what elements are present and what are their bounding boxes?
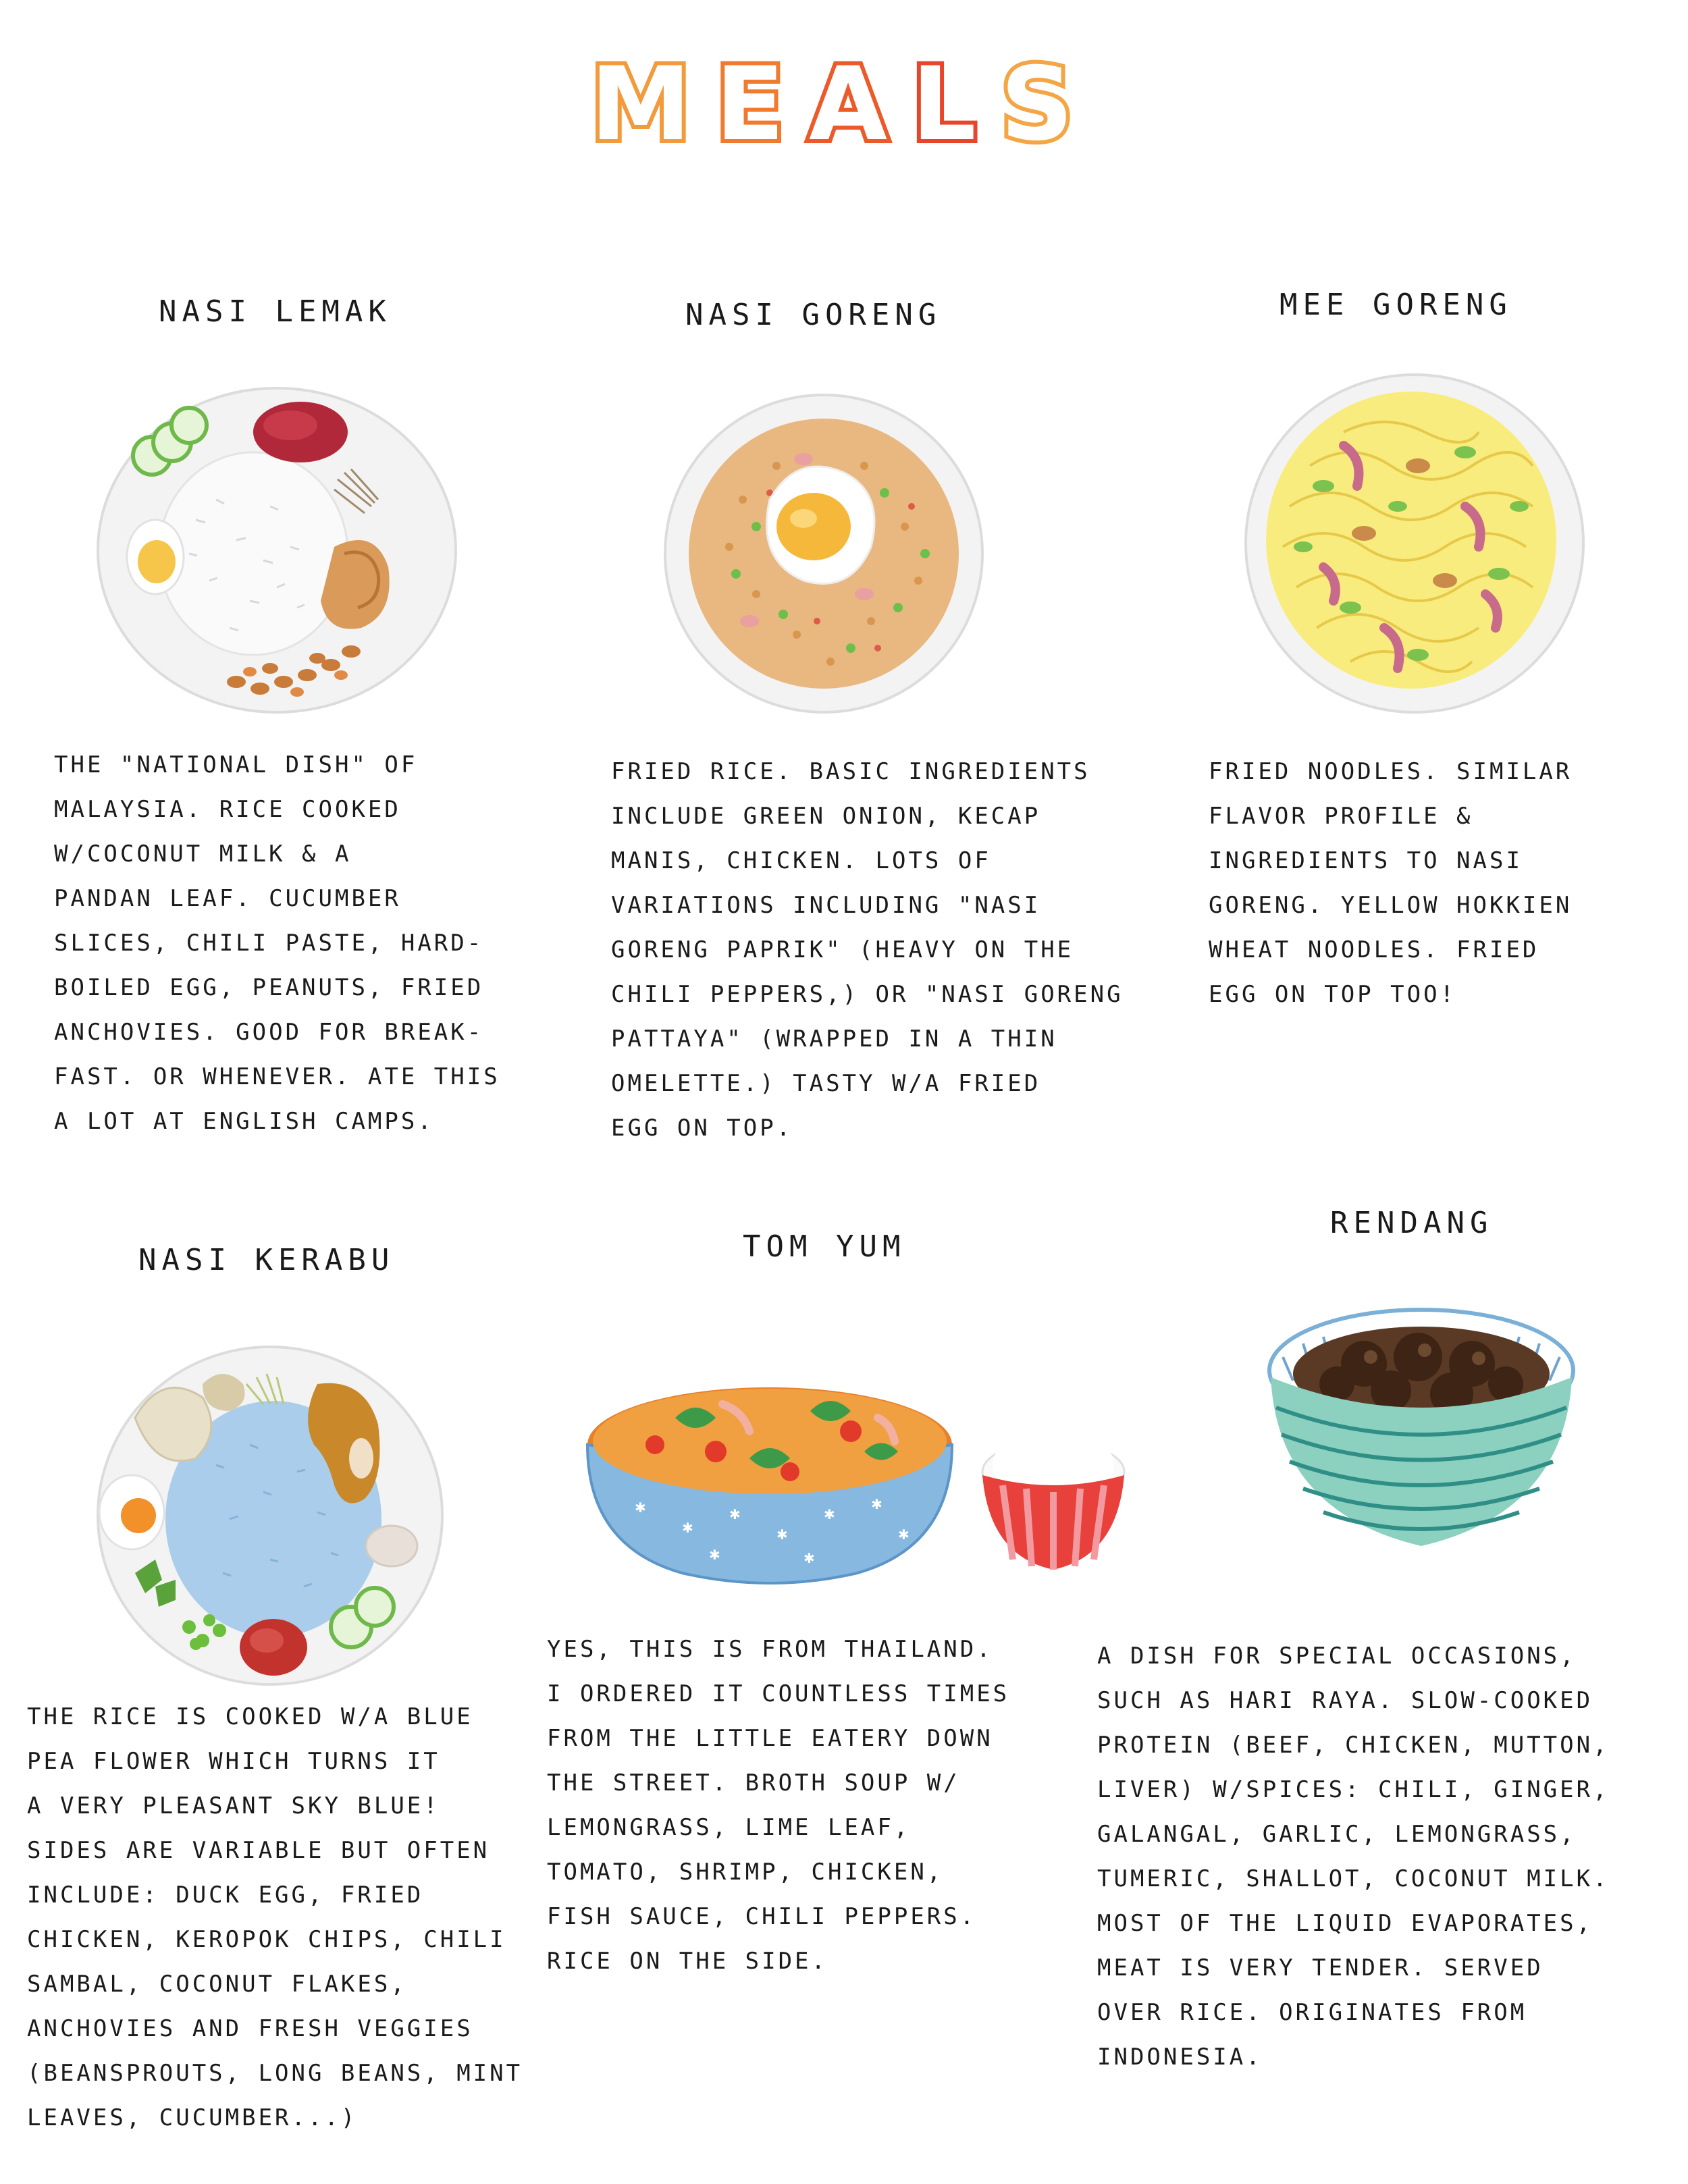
dish-description-rendang: A DISH FOR SPECIAL OCCASIONS, SUCH AS HARI RAYA. SLOW-COOKED PROTEIN (BEEF, CHICKEN, MUTTON, LIVER) W/SPICES: CHILI, GINGER, GALANGAL, GARLIC, LEMONGRASS, TUMERIC, SHALLOT, COCONUT MILK. MOST OF THE LIQUID EVAPORATES, MEAT IS VERY TENDER. SERVED OVER RICE. ORIGINATES FROM INDONESIA. xyxy=(1097,1643,1610,2071)
mee-goreng-plate-illustration xyxy=(1242,371,1587,716)
dish-description-nasi-kerabu: THE RICE IS COOKED W/A BLUE PEA FLOWER WHICH TURNS IT A VERY PLEASANT SKY BLUE! SIDES ARE VARIABLE BUT OFTEN INCLUDE: DUCK EGG, FRIED CHICKEN, KEROPOK CHIPS, CHILI SAMBAL, COCONUT FLAKES, ANCHOVIES AND FRESH VEGGIES (BEANSPROUTS, LONG BEANS, MINT LEAVES, CUCUMBER...) xyxy=(27,1703,523,2131)
dish-description-tom-yum: YES, THIS IS FROM THAILAND. I ORDERED IT COUNTLESS TIMES FROM THE LITTLE EATERY DOWN THE STREET. BROTH SOUP W/ LEMONGRASS, LIME LEAF, TOMATO, SHRIMP, CHICKEN, FISH SAUCE, CHILI PEPPERS. RICE ON THE SIDE. xyxy=(547,1636,1010,1975)
dish-name-nasi-lemak: NASI LEMAK xyxy=(159,294,392,329)
dish-description-mee-goreng: FRIED NOODLES. SIMILAR FLAVOR PROFILE & INGREDIENTS TO NASI GORENG. YELLOW HOKKIEN WHEAT NOODLES. FRIED EGG ON TOP TOO! xyxy=(1209,758,1573,1008)
dish-name-nasi-kerabu: NASI KERABU xyxy=(138,1243,395,1277)
dish-name-tom-yum: TOM YUM xyxy=(743,1229,906,1264)
rendang-bowl-illustration xyxy=(1263,1296,1580,1566)
svg-text:✱: ✱ xyxy=(682,1520,693,1536)
dish-description-nasi-lemak: THE "NATIONAL DISH" OF MALAYSIA. RICE COOKED W/COCONUT MILK & A PANDAN LEAF. CUCUMBER SLICES, CHILI PASTE, HARD- BOILED EGG, PEANUTS, FRIED ANCHOVIES. GOOD FOR BREAK- FAST. OR WHENEVER. ATE THIS A LOT AT ENGLISH CAMPS. xyxy=(54,751,500,1135)
svg-text:✱: ✱ xyxy=(898,1526,909,1543)
title-letter: E xyxy=(715,46,809,163)
dish-description-nasi-goreng: FRIED RICE. BASIC INGREDIENTS INCLUDE GREEN ONION, KECAP MANIS, CHICKEN. LOTS OF VARIATIONS INCLUDING "NASI GORENG PAPRIK" (HEAVY ON THE CHILI PEPPERS,) OR "NASI GORENG PATTAYA" (WRAPPED IN A THIN OMELETTE.) TASTY W/A FRIED EGG ON TOP. xyxy=(611,758,1124,1142)
dish-name-rendang: RENDANG xyxy=(1330,1206,1494,1240)
svg-text:✱: ✱ xyxy=(635,1499,646,1516)
svg-text:✱: ✱ xyxy=(871,1496,882,1512)
nasi-goreng-plate-illustration xyxy=(662,392,986,716)
title-letter: S xyxy=(1000,46,1098,163)
svg-text:✱: ✱ xyxy=(824,1506,835,1522)
svg-text:✱: ✱ xyxy=(803,1550,815,1566)
tom-yum-bowl-illustration xyxy=(581,1364,1134,1593)
nasi-lemak-plate-illustration xyxy=(95,385,459,716)
title-letter: L xyxy=(912,46,1001,163)
nasi-kerabu-plate-illustration xyxy=(95,1343,446,1688)
svg-text:✱: ✱ xyxy=(709,1547,720,1563)
svg-text:✱: ✱ xyxy=(776,1526,788,1543)
title-letter: M xyxy=(590,46,716,163)
dish-name-mee-goreng: MEE GORENG xyxy=(1280,288,1512,322)
dish-name-nasi-goreng: NASI GORENG xyxy=(685,298,942,332)
title-letter: A xyxy=(809,46,912,163)
svg-text:✱: ✱ xyxy=(729,1506,741,1522)
page-title xyxy=(0,46,1688,163)
